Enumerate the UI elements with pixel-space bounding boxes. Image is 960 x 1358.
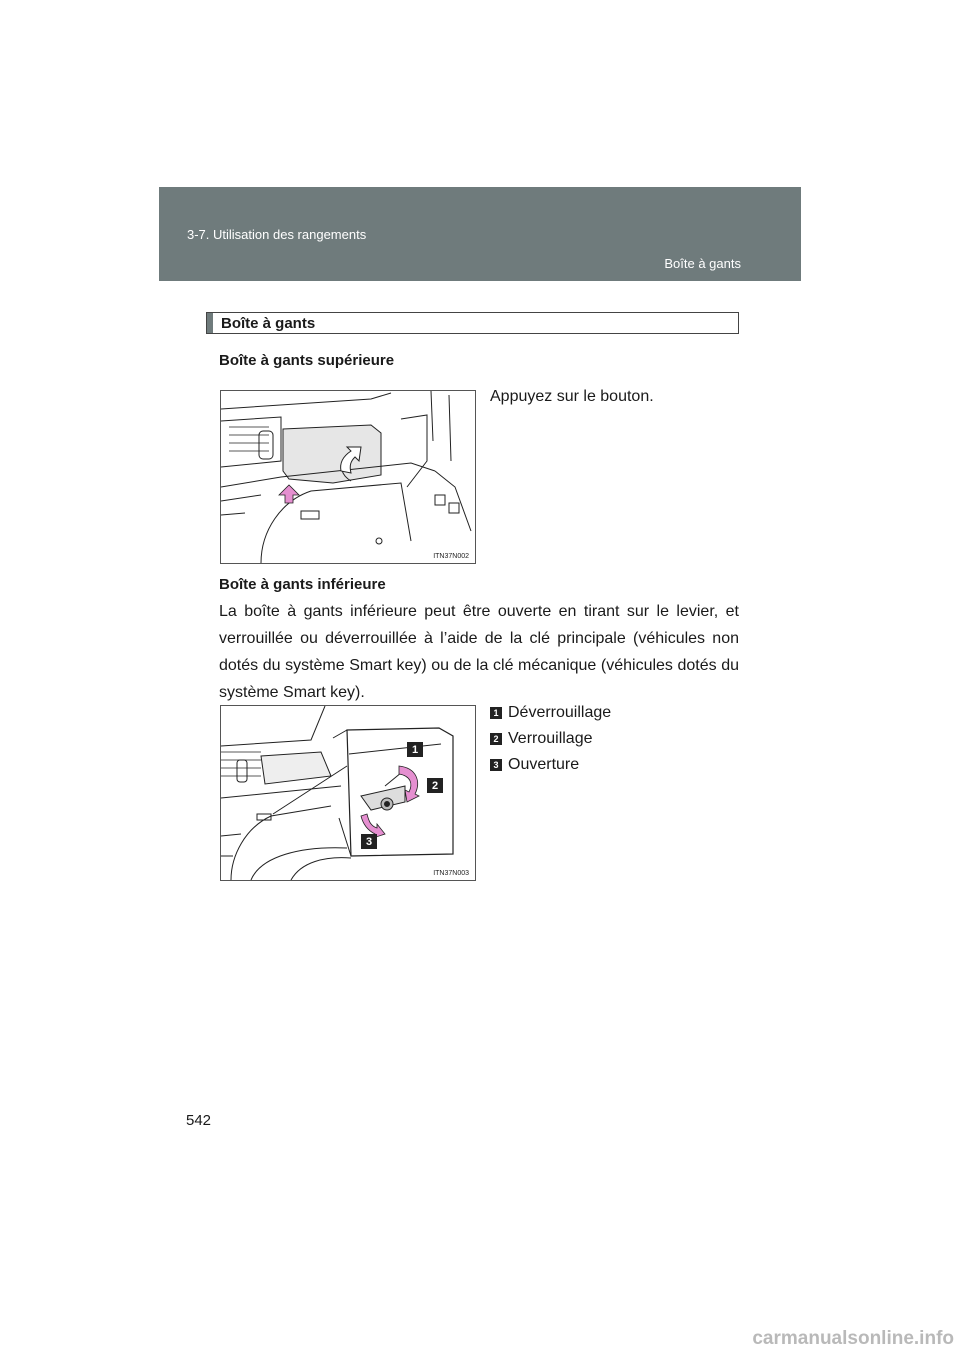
legend-item-open	[490, 756, 579, 774]
lower-paragraph: La boîte à gants inférieure peut être ouverte en tirant sur le levier, et verrouillée ou déverrouillée à l’aide de la clé principale (véhicules non dotés du système Smart key) ou de la clé mécanique (véhicules dotés du système Smart key).	[219, 603, 739, 701]
push-arrow-icon	[279, 485, 299, 503]
section-title: Boîte à gants	[221, 314, 316, 332]
header-band	[159, 187, 801, 281]
section-label: 3-7. Utilisation des rangements	[187, 227, 367, 242]
legend-item-lock	[490, 730, 593, 748]
legend-label: Déverrouillage	[508, 704, 612, 721]
lower-heading: Boîte à gants inférieure	[219, 576, 386, 593]
upper-instruction: Appuyez sur le bouton.	[490, 388, 654, 405]
legend-label: Verrouillage	[508, 730, 593, 747]
legend-number: 2	[490, 733, 502, 745]
lower-glovebox-illustration	[221, 706, 475, 880]
page-number: 542	[186, 1112, 212, 1129]
callout-3: 3	[361, 834, 377, 849]
legend-item-unlock	[490, 704, 611, 722]
callout-2: 2	[427, 778, 443, 793]
header-title: Boîte à gants	[664, 256, 741, 271]
legend-label: Ouverture	[508, 756, 580, 773]
watermark-text: carmanualsonline.info	[752, 1328, 954, 1349]
callout-1: 1	[407, 742, 423, 757]
upper-glovebox-figure	[220, 390, 476, 564]
title-bar-accent	[207, 313, 213, 333]
upper-heading: Boîte à gants supérieure	[219, 352, 395, 369]
lower-glovebox-figure	[220, 705, 476, 881]
legend-number: 3	[490, 759, 502, 771]
lower-figure-code: ITN37N003	[433, 870, 469, 877]
upper-figure-code: ITN37N002	[433, 553, 469, 560]
legend-number: 1	[490, 707, 502, 719]
section-title-bar	[206, 312, 739, 334]
upper-glovebox-illustration	[221, 391, 475, 563]
